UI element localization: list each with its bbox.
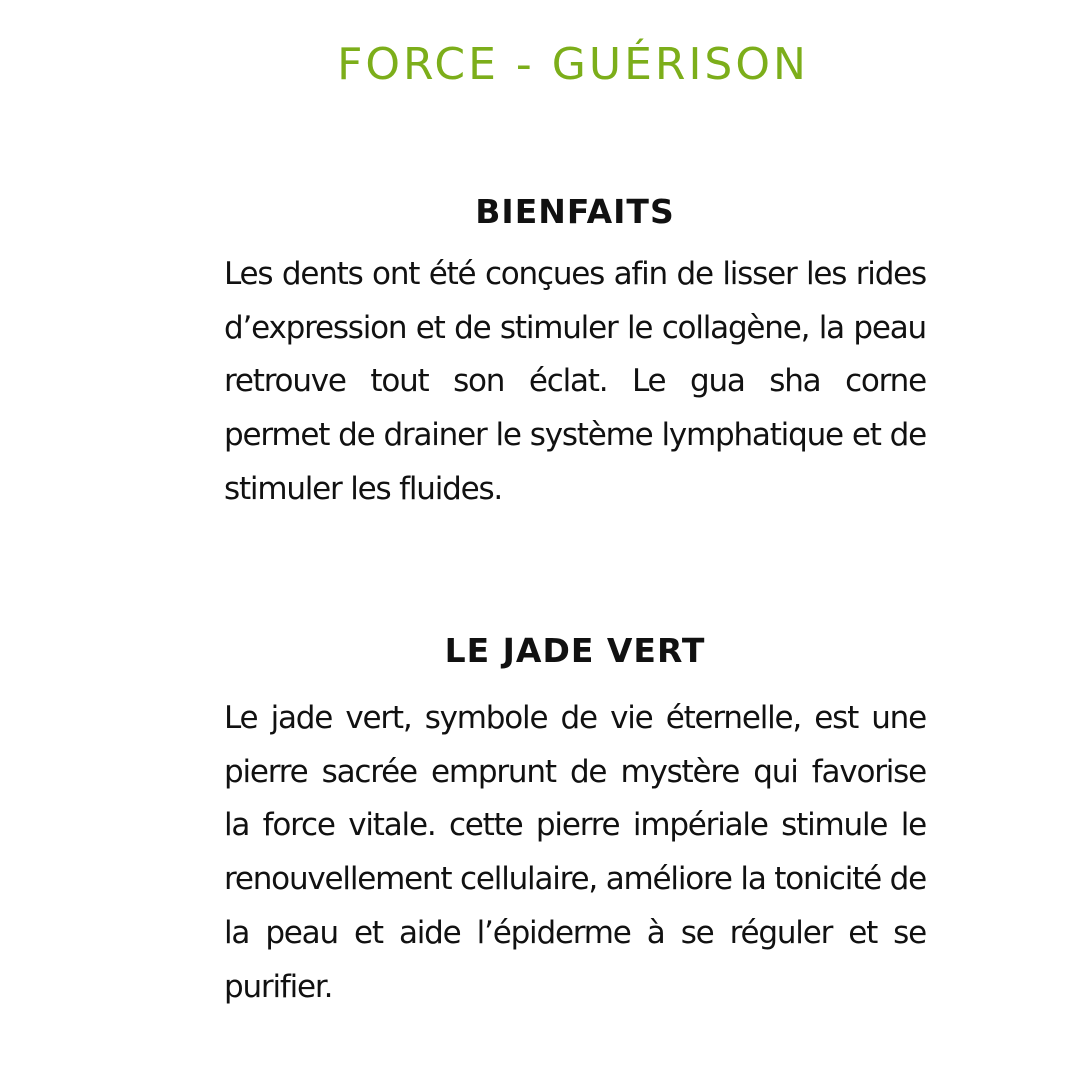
section-body-bienfaits: Les dents ont été conçues afin de lisser les rides d’expression et de stimuler le collagène, la peau retrouve tout son éclat. Le gua sha corne permet de drainer le système lymphatique et de stimuler les fluides. bbox=[224, 256, 926, 507]
section-heading-bienfaits: BIENFAITS bbox=[475, 192, 675, 232]
section-heading-jade-vert: LE JADE VERT bbox=[444, 631, 706, 671]
page-title: FORCE - GUÉRISON bbox=[337, 39, 809, 91]
section-body-jade-vert: Le jade vert, symbole de vie éternelle, est une pierre sacrée emprunt de mystère qui favorise la force vitale. cette pierre impériale stimule le renouvellement cellulaire, améliore la tonicité de la peau et aide l’épiderme à se réguler et se purifier. bbox=[224, 700, 926, 1005]
